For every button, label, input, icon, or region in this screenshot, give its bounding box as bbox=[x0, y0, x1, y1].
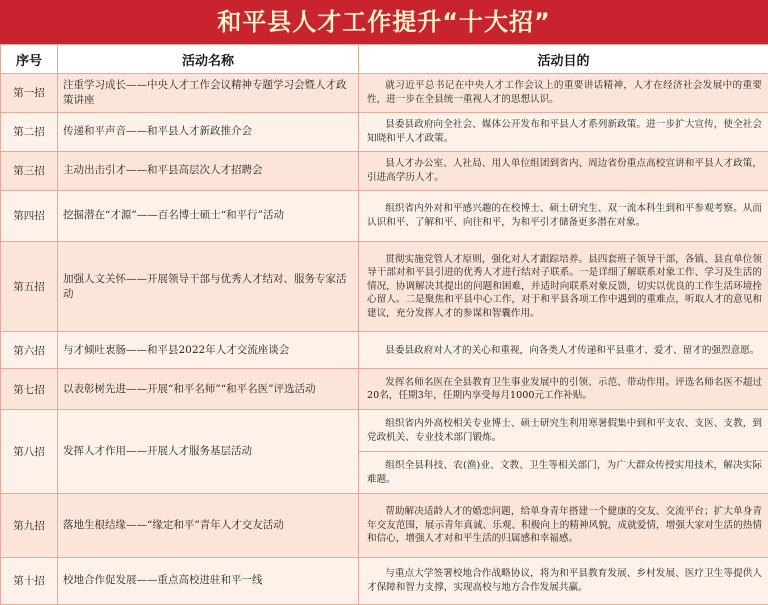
table-row bbox=[1, 410, 768, 494]
table-row bbox=[1, 332, 768, 369]
table-header-row bbox=[1, 45, 768, 74]
row-seq: 第九招 bbox=[1, 494, 58, 558]
purpose-text: 与重点大学签署校地合作战略协议，将为和平县教育发展、乡村发展、医疗卫生等提供人才保障和智力支撑，实现高校与地方合作发展共赢。 bbox=[367, 568, 762, 593]
table-row bbox=[1, 151, 768, 190]
purpose-text: 帮助解决适龄人才的婚恋问题，给单身青年搭建一个健康的交友、交流平台；扩大单身青年交友范围，展示青年真诚、乐观、积极向上的精神风貌，成就爱情，增强大家对生活的热情和信心，增强人才对和平生活的归属感和幸福感。 bbox=[367, 506, 762, 545]
row-seq: 第八招 bbox=[1, 410, 58, 494]
table-row bbox=[1, 74, 768, 113]
row-activity-name: 主动出击引才——和平县高层次人才招聘会 bbox=[58, 151, 359, 190]
table-row bbox=[1, 242, 768, 332]
purpose-split bbox=[359, 410, 768, 493]
row-seq: 第六招 bbox=[1, 332, 58, 369]
table-row bbox=[1, 112, 768, 151]
row-activity-name: 挖掘潜在“才源”——百名博士硕士“和平行”活动 bbox=[58, 190, 359, 241]
purpose-text: 发挥名师名医在全县教育卫生事业发展中的引领、示范、带动作用。评选名师名医不超过20名，任期3年，任期内享受每月1000元工作补贴。 bbox=[367, 376, 762, 402]
purpose-text: 组织省内外对和平感兴趣的在校博士、硕士研究生、双一流本科生到和平参观考察。从而认识和平、了解和平、向往和平，为和平引才储备更多潜在对象。 bbox=[367, 203, 762, 228]
purpose-text: 县委县政府向全社会、媒体公开发布和平县人才系列新政策。进一步扩大宣传，使全社会知晓和平人才政策。 bbox=[367, 119, 762, 144]
row-activity-name: 落地生根结缘——“缘定和平”青年人才交友活动 bbox=[58, 494, 359, 558]
row-purpose bbox=[359, 190, 768, 241]
table-row bbox=[1, 557, 768, 604]
row-purpose bbox=[359, 74, 768, 113]
row-activity-name: 以表彰树先进——开展“和平名师”“和平名医”评选活动 bbox=[58, 369, 359, 410]
table-row bbox=[1, 369, 768, 410]
row-seq: 第四招 bbox=[1, 190, 58, 241]
purpose-text bbox=[359, 451, 768, 493]
measures-table bbox=[0, 44, 768, 605]
row-activity-name: 与才倾吐衷肠——和平县2022年人才交流座谈会 bbox=[58, 332, 359, 369]
row-purpose bbox=[359, 410, 768, 494]
row-seq: 第十招 bbox=[1, 557, 58, 604]
row-activity-name: 传递和平声音——和平县人才新政推介会 bbox=[58, 112, 359, 151]
purpose-text-part: 组织省内外高校相关专业博士、硕士研究生利用寒暑假集中到和平支农、支医、支教，到党政机关、专业技术部门锻炼。 bbox=[367, 418, 762, 443]
row-activity-name: 校地合作促发展——重点高校进驻和平一线 bbox=[58, 557, 359, 604]
row-seq: 第三招 bbox=[1, 151, 58, 190]
row-seq: 第五招 bbox=[1, 242, 58, 332]
purpose-text: 县委县政府对人才的关心和重视，向各类人才传递和平县重才、爱才、留才的强烈意愿。 bbox=[385, 344, 760, 356]
header-name: 活动名称 bbox=[58, 45, 359, 74]
row-activity-name: 发挥人才作用——开展人才服务基层活动 bbox=[58, 410, 359, 494]
page-title: 和平县人才工作提升“十大招” bbox=[0, 0, 768, 44]
header-purpose: 活动目的 bbox=[359, 45, 768, 74]
table-row bbox=[1, 190, 768, 241]
purpose-text: 贯彻实施党管人才原则，强化对人才跟踪培养。县四套班子领导干部，各镇、县直单位领导干部对和平县引进的优秀人才进行结对子联系。一是详细了解联系对象工作、学习及生活的情况，协调解决其提出的问题和困难，并适时向联系对象反馈，切实以优良的工作生活环境拴心留人。二是聚焦和平县中心工作，对于和平县各项工作中遇到的重难点，听取人才的意见和建议，充分发挥人才的参谋和智囊作用。 bbox=[367, 253, 762, 319]
row-purpose bbox=[359, 557, 768, 604]
row-purpose bbox=[359, 494, 768, 558]
row-purpose bbox=[359, 112, 768, 151]
row-purpose bbox=[359, 242, 768, 332]
purpose-text-part: 组织全县科技、农(渔)业、文教、卫生等相关部门，为广大群众传授实用技术，解决实际难题。 bbox=[367, 460, 762, 485]
purpose-text bbox=[359, 410, 768, 451]
row-activity-name: 加强人文关怀——开展领导干部与优秀人才结对、服务专家活动 bbox=[58, 242, 359, 332]
row-purpose bbox=[359, 369, 768, 410]
table-row bbox=[1, 494, 768, 558]
row-activity-name: 注重学习成长——中央人才工作会议精神专题学习会暨人才政策讲座 bbox=[58, 74, 359, 113]
purpose-text: 县人才办公室、人社局、用人单位组团到省内、周边省份重点高校宣讲和平县人才政策，引进高学历人才。 bbox=[367, 158, 762, 183]
row-purpose bbox=[359, 151, 768, 190]
header-seq: 序号 bbox=[1, 45, 58, 74]
row-seq: 第七招 bbox=[1, 369, 58, 410]
row-seq: 第二招 bbox=[1, 112, 58, 151]
row-purpose bbox=[359, 332, 768, 369]
row-seq: 第一招 bbox=[1, 74, 58, 113]
purpose-text: 就习近平总书记在中央人才工作会议上的重要讲话精神，人才在经济社会发展中的重要性，进一步在全县统一重视人才的思想认识。 bbox=[367, 80, 762, 105]
